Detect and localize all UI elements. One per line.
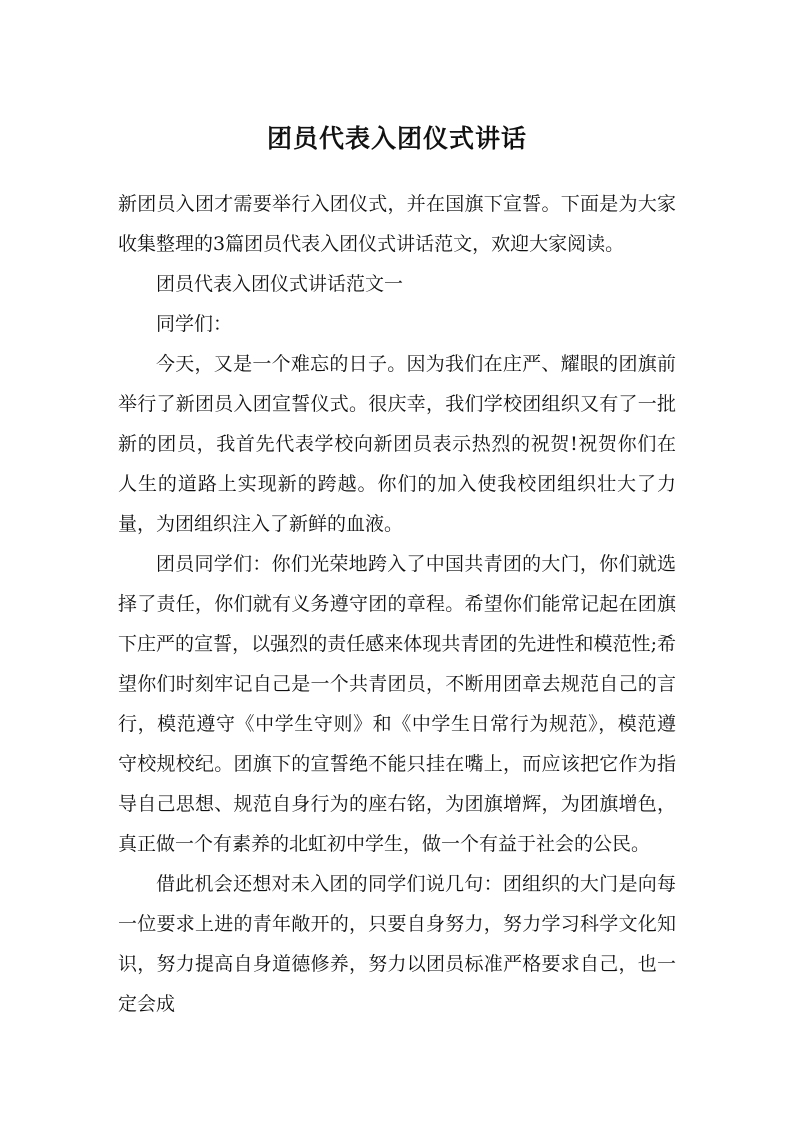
body-paragraph: 团员同学们：你们光荣地跨入了中国共青团的大门，你们就选择了责任，你们就有义务遵守团的章程。希望你们能常记起在团旗下庄严的宣誓，以强烈的责任感来体现共青团的先进性和模范性;希望你们时刻牢记自己是一个共青团员，不断用团章去规范自己的言行，模范遵守《中学生守则》和《中学生日常行为规范》，模范遵守校规校纪。团旗下的宣誓绝不能只挂在嘴上，而应该把它作为指导自己思想、规范自身行为的座右铭，为团旗增辉，为团旗增色，真正做一个有素养的北虹初中学生，做一个有益于社会的公民。: [118, 553, 676, 855]
document-title: 团员代表入团仪式讲话: [266, 124, 527, 153]
body-paragraph: 今天，又是一个难忘的日子。因为我们在庄严、耀眼的团旗前举行了新团员入团宣誓仪式。很庆幸，我们学校团组织又有了一批新的团员，我首先代表学校向新团员表示热烈的祝贺!祝贺你们在人生的道路上实现新的跨越。你们的加入使我校团组织壮大了力量，为团组织注入了新鲜的血液。: [118, 353, 676, 535]
document-body: [118, 184, 676, 1024]
salutation: 同学们：: [156, 313, 233, 335]
section-heading: 团员代表入团仪式讲话范文一: [156, 273, 404, 295]
intro-paragraph: 新团员入团才需要举行入团仪式，并在国旗下宣誓。下面是为大家收集整理的3篇团员代表入团仪式讲话范文，欢迎大家阅读。: [118, 193, 676, 255]
body-paragraph: 借此机会还想对未入团的同学们说几句：团组织的大门是向每一位要求上进的青年敞开的，只要自身努力，努力学习科学文化知识，努力提高自身道德修养，努力以团员标准严格要求自己，也一定会成: [118, 873, 676, 1015]
